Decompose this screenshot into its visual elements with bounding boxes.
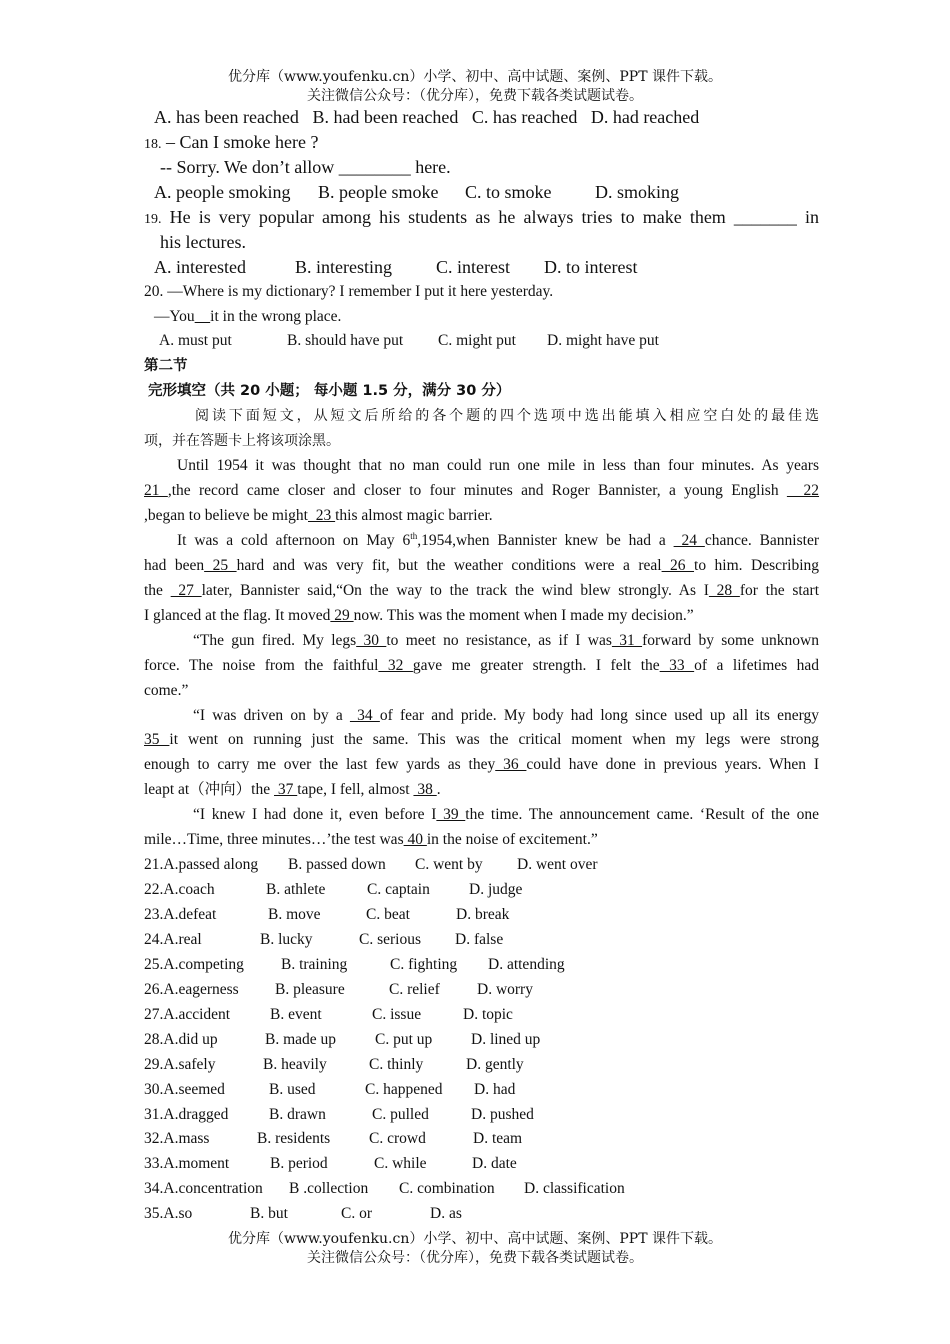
header-line-2: 关注微信公众号：（优分库），免费下载各类试题试卷。: [307, 88, 643, 104]
text: mile…Time, three minutes…’the test was: [144, 831, 404, 849]
blank-24: 24: [673, 531, 705, 549]
option: 30.A.seemed: [144, 1080, 225, 1098]
passage-line: [144, 604, 819, 629]
option: C. pulled: [372, 1105, 429, 1123]
option: B. heavily: [263, 1055, 327, 1073]
option: D. team: [473, 1130, 523, 1148]
option: C. put up: [375, 1030, 433, 1048]
option: 33.A.moment: [144, 1155, 230, 1173]
text: the: [144, 581, 171, 599]
text: for the start: [739, 581, 820, 599]
option: C. captain: [367, 881, 430, 899]
choice-row: [144, 1202, 819, 1227]
option: B. interesting: [295, 256, 392, 277]
option: 25.A.competing: [144, 955, 244, 973]
text: later, Bannister said,“On the way to the track the wind blew strongly. As I: [201, 581, 709, 599]
choice-row: [144, 953, 819, 978]
text: “I was driven on by a: [193, 706, 350, 724]
option: C. might put: [438, 332, 516, 350]
option: 23.A.defeat: [144, 906, 217, 923]
text: had been: [144, 556, 205, 574]
choice-row: [144, 1078, 819, 1103]
option: D. topic: [463, 1005, 513, 1023]
blank-29: 29: [330, 606, 354, 624]
text: to meet no resistance, as if I was: [386, 631, 612, 649]
choice-row: [144, 1003, 819, 1028]
text: it went on running just the same. This was the critical moment when my legs were strong: [169, 731, 819, 749]
option: B. made up: [265, 1030, 337, 1048]
passage-line: come.”: [144, 681, 189, 699]
option: 28.A.did up: [144, 1030, 218, 1048]
text: It was a cold afternoon on May 6: [177, 531, 411, 549]
text: could have done in previous years. When I: [526, 756, 820, 774]
option: D. judge: [469, 881, 523, 899]
option: D. as: [430, 1205, 462, 1223]
blank-22: 22: [786, 482, 820, 500]
text: .: [436, 781, 441, 799]
option: 27.A.accident: [144, 1005, 231, 1023]
superscript: th: [410, 530, 418, 541]
blank-37: 37: [274, 781, 298, 799]
option: C. while: [374, 1155, 427, 1173]
option: B. move: [268, 906, 321, 923]
blank-38: 38: [413, 781, 437, 799]
text: in the noise of excitement.”: [426, 831, 598, 849]
question-text: He is very popular among his students as he always tries to make them _______ in: [169, 206, 820, 227]
option: B. training: [281, 955, 348, 973]
option: B. drawn: [269, 1105, 326, 1123]
option: C. relief: [389, 980, 440, 998]
blank-33: 33: [659, 656, 695, 674]
q18-options: [144, 180, 819, 205]
q19-options: [144, 255, 819, 280]
option: D. break: [456, 906, 510, 923]
option: 22.A.coach: [144, 881, 215, 899]
option: D. worry: [477, 980, 533, 998]
option: D. pushed: [471, 1105, 534, 1123]
text: “The gun fired. My legs: [193, 631, 357, 649]
choice-row: [144, 1053, 819, 1078]
option: 26.A.eagerness: [144, 980, 239, 998]
text: the time. The announcement came. ‘Result of the one: [465, 806, 820, 824]
option: A. has been reached: [154, 107, 299, 127]
question-number: 18.: [144, 136, 162, 152]
option: B. but: [250, 1205, 288, 1223]
choice-row: [144, 978, 819, 1003]
blank-40: 40: [403, 831, 427, 849]
text: gave me greater strength. I felt the: [412, 656, 660, 674]
option: C. or: [341, 1205, 372, 1223]
q17-options: [144, 105, 819, 130]
choice-row: [144, 903, 819, 928]
passage-line: [144, 654, 819, 679]
option: 21.A.passed along: [144, 856, 259, 874]
q19-question-cont: his lectures.: [160, 231, 246, 252]
option: B. period: [270, 1155, 328, 1173]
option: 31.A.dragged: [144, 1105, 229, 1123]
option: C. interest: [436, 256, 510, 277]
option: A. interested: [154, 256, 246, 277]
option: 34.A.concentration: [144, 1180, 263, 1198]
passage-line: [144, 704, 819, 729]
q18-question: [144, 130, 819, 155]
blank-34: 34: [349, 706, 380, 724]
option: B. people smoke: [318, 181, 439, 202]
text: tape, I fell, almost: [297, 781, 414, 799]
passage-line: [144, 479, 819, 504]
page-footer: [0, 1230, 950, 1268]
option: 35.A.so: [144, 1205, 193, 1223]
blank-32: 32: [378, 656, 413, 674]
text: enough to carry me over the last few yards as they: [144, 756, 496, 774]
option: C. to smoke: [465, 181, 552, 202]
option: C. happened: [365, 1080, 443, 1098]
option: C. went by: [415, 856, 483, 874]
option: D. to interest: [544, 256, 638, 277]
passage-line: [144, 828, 819, 853]
option: D. had: [474, 1080, 516, 1098]
choice-row: [144, 1177, 819, 1202]
section-instructions-cont: 项，并在答题卡上将该项涂黑。: [144, 433, 340, 450]
text: force. The noise from the faithful: [144, 656, 379, 674]
option: D. smoking: [595, 181, 680, 202]
option: D. went over: [517, 856, 598, 874]
option: D. might have put: [547, 332, 659, 350]
blank-39: 39: [436, 806, 466, 824]
option: B. had been reached: [312, 107, 459, 127]
text: ,the record came closer and closer to four minutes and Roger Bannister, a young English: [167, 482, 787, 500]
section-title: 第二节: [144, 358, 188, 375]
q19-question: [144, 205, 819, 230]
footer-line-1: 优分库（www.youfenku.cn）小学、初中、高中试题、案例、PPT 课件下载。: [227, 1231, 722, 1247]
option: B .collection: [289, 1180, 369, 1198]
text: I glanced at the flag. It moved: [144, 606, 331, 624]
choice-row: [144, 928, 819, 953]
option: B. pleasure: [275, 980, 345, 998]
passage-line: [144, 728, 819, 753]
text: —You: [154, 307, 195, 325]
text: leapt at（冲向）the: [144, 781, 274, 799]
blank-31: 31: [611, 631, 643, 649]
option: B. lucky: [260, 930, 313, 948]
blank-27: 27: [170, 581, 202, 599]
option: D. date: [472, 1155, 517, 1173]
option: 24.A.real: [144, 930, 202, 948]
q20-options: [144, 329, 819, 354]
option: A. must put: [159, 332, 232, 350]
text: ,1954,when Bannister knew be had a: [417, 531, 674, 549]
blank-35: 35: [144, 731, 170, 749]
q20-question: 20. —Where is my dictionary? I remember I put it here yesterday.: [144, 282, 554, 300]
blank-26: 26: [661, 556, 695, 574]
choice-row: [144, 1127, 819, 1152]
passage-line: [144, 554, 819, 579]
text: chance. Bannister: [704, 531, 819, 549]
choice-row: [144, 1028, 819, 1053]
choice-row: [144, 1152, 819, 1177]
option: C. serious: [359, 930, 421, 948]
blank-36: 36: [495, 756, 527, 774]
passage-line: [144, 629, 819, 654]
text: forward by some unknown: [642, 631, 820, 649]
section-instructions: 阅读下面短文，从短文后所给的各个题的四个选项中选出能填入相应空白处的最佳选: [195, 408, 819, 425]
text: of fear and pride. My body had long since used up all its energy: [379, 706, 820, 724]
text: to him. Describing: [694, 556, 820, 574]
passage-line: Until 1954 it was thought that no man could run one mile in less than four minutes. As years: [177, 457, 819, 475]
page-content: [144, 105, 819, 1227]
text: “I knew I had done it, even before I: [193, 806, 437, 824]
blank-23: 23: [308, 507, 336, 524]
option: B. passed down: [288, 856, 386, 874]
option: C. beat: [366, 906, 410, 923]
option: B. event: [270, 1005, 322, 1023]
header-line-1: 优分库（www.youfenku.cn）小学、初中、高中试题、案例、PPT 课件下载。: [227, 69, 722, 85]
text: now. This was the moment when I made my decision.”: [353, 606, 694, 624]
option: C. issue: [372, 1005, 422, 1023]
option: D. attending: [488, 955, 565, 973]
option: D. gently: [466, 1055, 524, 1073]
option: B. residents: [257, 1130, 331, 1148]
option: B. athlete: [266, 881, 326, 899]
passage-line: [144, 753, 819, 778]
footer-line-2: 关注微信公众号：（优分库），免费下载各类试题试卷。: [307, 1250, 643, 1266]
option: B. should have put: [287, 332, 404, 350]
option: B. used: [269, 1080, 316, 1098]
question-number: 19.: [144, 211, 162, 227]
blank-30: 30: [356, 631, 387, 649]
option: 29.A.safely: [144, 1055, 216, 1073]
blank-25: 25: [204, 556, 237, 574]
option: D. false: [455, 930, 504, 948]
q20-answer: [144, 305, 819, 330]
text: hard and was very fit, but the weather conditions were a real: [236, 556, 662, 574]
option: D. had reached: [590, 107, 700, 127]
option: C. thinly: [369, 1055, 424, 1073]
passage-line: [144, 803, 819, 828]
passage-line: [144, 504, 819, 529]
choice-row: [144, 878, 819, 903]
text: this almost magic barrier.: [335, 507, 493, 524]
option: C. combination: [399, 1180, 495, 1198]
blank-21: 21: [144, 482, 168, 500]
passage-line: [144, 778, 819, 803]
choices-list: [144, 853, 819, 1227]
blank: [195, 308, 211, 325]
passage-line: [144, 529, 819, 554]
option: C. has reached: [471, 107, 578, 127]
text: ,began to believe be might: [144, 507, 308, 524]
option: 32.A.mass: [144, 1130, 210, 1148]
section-subtitle: 完形填空（共 20 小题； 每小题 1.5 分，满分 30 分）: [148, 383, 511, 400]
option: D. lined up: [471, 1030, 541, 1048]
blank-28: 28: [708, 581, 740, 599]
choice-row: [144, 1103, 819, 1128]
option: A. people smoking: [154, 181, 291, 202]
question-text: – Can I smoke here ?: [166, 131, 319, 152]
passage-line: [144, 579, 819, 604]
option: D. classification: [524, 1180, 625, 1198]
page-header: [0, 68, 950, 106]
choice-row: [144, 853, 819, 878]
text: it in the wrong place.: [210, 307, 342, 325]
q18-answer: -- Sorry. We don’t allow ________ here.: [160, 156, 451, 177]
option: C. fighting: [390, 955, 458, 973]
option: C. crowd: [369, 1130, 426, 1148]
text: of a lifetimes had: [694, 656, 820, 674]
